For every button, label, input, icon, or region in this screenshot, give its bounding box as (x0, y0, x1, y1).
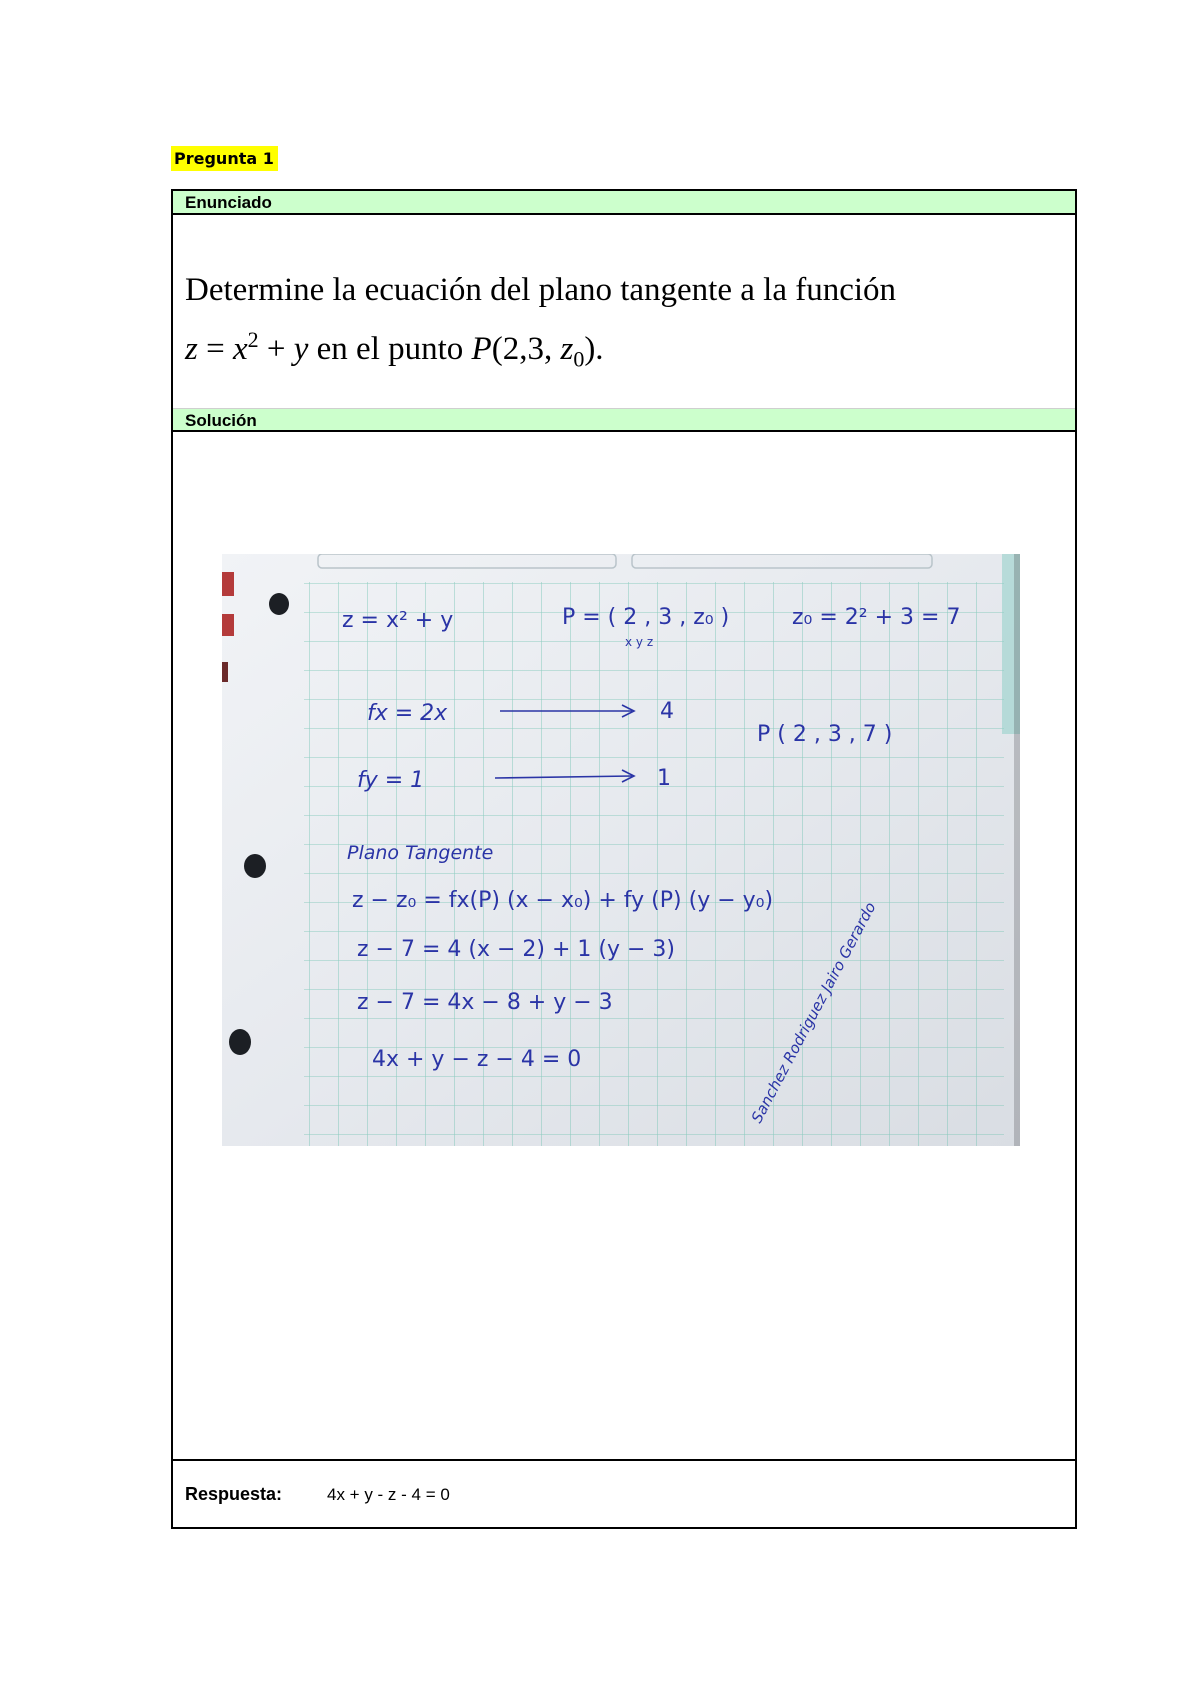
note-eq2: z − 7 = 4 (x − 2) + 1 (y − 3) (357, 937, 675, 962)
point-open: (2,3, (491, 331, 561, 367)
note-plane-title: Plano Tangente (347, 842, 494, 864)
question-table (171, 189, 1077, 1529)
note-point-sub: x y z (625, 635, 654, 649)
point-z: z (560, 331, 574, 367)
point-close: ). (584, 331, 604, 367)
eq-plus: + (258, 331, 294, 367)
punch-hole (229, 1029, 251, 1055)
solution-header: Solución (173, 408, 1075, 432)
answer-label: Respuesta: (185, 1484, 283, 1504)
problem-statement (185, 265, 1075, 385)
note-fy: fy = 1 (357, 768, 425, 793)
statement-header: Enunciado (173, 191, 1075, 215)
handwritten-solution-photo (222, 554, 1020, 1146)
note-eq4: 4x + y − z − 4 = 0 (372, 1047, 582, 1072)
note-fx: fx = 2x (367, 701, 448, 726)
text-point: en el punto (308, 331, 472, 367)
note-fy-value: 1 (657, 766, 671, 791)
punch-hole (244, 854, 266, 878)
note-function: z = x² + y (342, 608, 454, 633)
note-z0: z₀ = 2² + 3 = 7 (792, 605, 961, 630)
answer-divider (173, 1459, 1075, 1461)
statement-line-1: Determine la ecuación del plano tangente a la función (185, 272, 897, 308)
eq-z: z (185, 331, 198, 367)
author-signature: Sanchez Rodriguez Jairo Gerardo (747, 899, 880, 1126)
note-fx-value: 4 (660, 699, 674, 724)
eq-x: x (232, 331, 248, 367)
eq-x-exp: 2 (247, 327, 259, 352)
eq-equals: = (197, 331, 233, 367)
question-label: Pregunta 1 (171, 146, 278, 171)
point-P: P (471, 331, 492, 367)
punch-hole (269, 593, 289, 615)
note-eq3: z − 7 = 4x − 8 + y − 3 (357, 990, 613, 1015)
statement-line-2 (185, 315, 1075, 385)
notebook-page (222, 554, 1020, 1146)
answer-value: 4x + y - z - 4 = 0 (327, 1485, 450, 1504)
eq-y: y (293, 331, 309, 367)
note-point: P = ( 2 , 3 , z₀ ) (562, 605, 730, 630)
note-point-full: P ( 2 , 3 , 7 ) (757, 722, 893, 747)
point-z-sub: 0 (573, 346, 585, 372)
note-eq1: z − z₀ = fx(P) (x − x₀) + fy (P) (y − y₀) (352, 888, 774, 913)
